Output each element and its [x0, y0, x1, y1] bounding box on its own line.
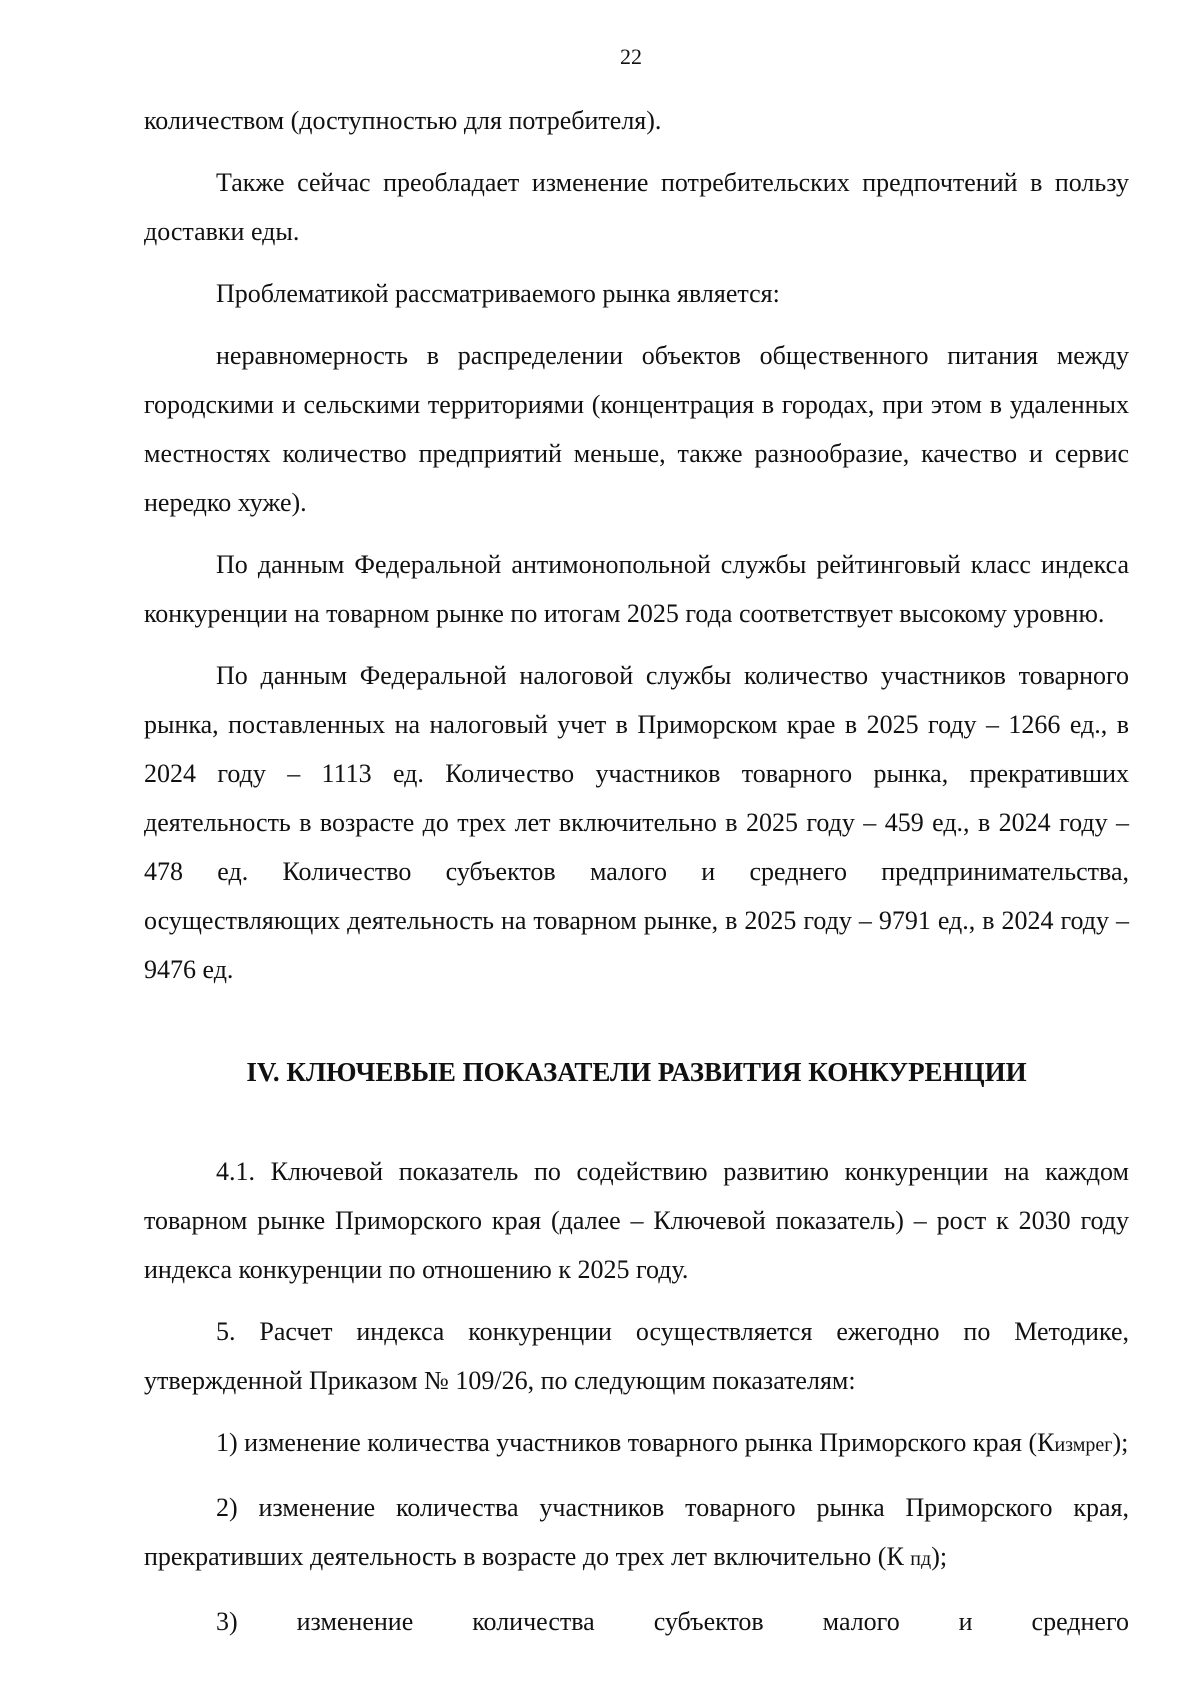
- document-body: [144, 96, 1129, 1646]
- list-item: 3) изменение количества субъектов малого и среднего: [216, 1607, 1129, 1636]
- paragraph: количеством (доступностью для потребителя).: [144, 106, 662, 135]
- paragraph: 4.1. Ключевой показатель по содействию развитию конкуренции на каждом товарном рынке Приморского края (далее – Ключевой показатель) – рост к 2030 году индекса конкуренции по отношению к 2025 году.: [144, 1157, 1129, 1284]
- section-heading: IV. КЛЮЧЕВЫЕ ПОКАЗАТЕЛИ РАЗВИТИЯ КОНКУРЕНЦИИ: [246, 1057, 1027, 1087]
- paragraph: Проблематикой рассматриваемого рынка является:: [216, 279, 780, 308]
- paragraph: неравномерность в распределении объектов общественного питания между городскими и сельскими территориями (концентрация в городах, при этом в удаленных местностях количество предприятий меньше, также разнообразие, качество и сервис нередко хуже).: [144, 341, 1129, 517]
- list-item: 2) изменение количества участников товарного рынка Приморского края, прекративших деятельность в возрасте до трех лет включительно (К пд);: [144, 1493, 1129, 1571]
- list-item: 1) изменение количества участников товарного рынка Приморского края (Кизмрег);: [216, 1428, 1129, 1457]
- paragraph: По данным Федеральной налоговой службы количество участников товарного рынка, поставленных на налоговый учет в Приморском крае в 2025 году – 1266 ед., в 2024 году – 1113 ед. Количество участников товарного рынка, прекративших деятельность в возрасте до трех лет включительно в 2025 году – 459 ед., в 2024 году – 478 ед. Количество субъектов малого и среднего предпринимательства, осуществляющих деятельность на товарном рынке, в 2025 году – 9791 ед., в 2024 году – 9476 ед.: [144, 661, 1129, 984]
- paragraph: По данным Федеральной антимонопольной службы рейтинговый класс индекса конкуренции на товарном рынке по итогам 2025 года соответствует высокому уровню.: [144, 550, 1129, 628]
- page-number: 22: [620, 44, 642, 69]
- paragraph: 5. Расчет индекса конкуренции осуществляется ежегодно по Методике, утвержденной Приказом № 109/26, по следующим показателям:: [144, 1317, 1129, 1395]
- paragraph: Также сейчас преобладает изменение потребительских предпочтений в пользу доставки еды.: [144, 168, 1129, 246]
